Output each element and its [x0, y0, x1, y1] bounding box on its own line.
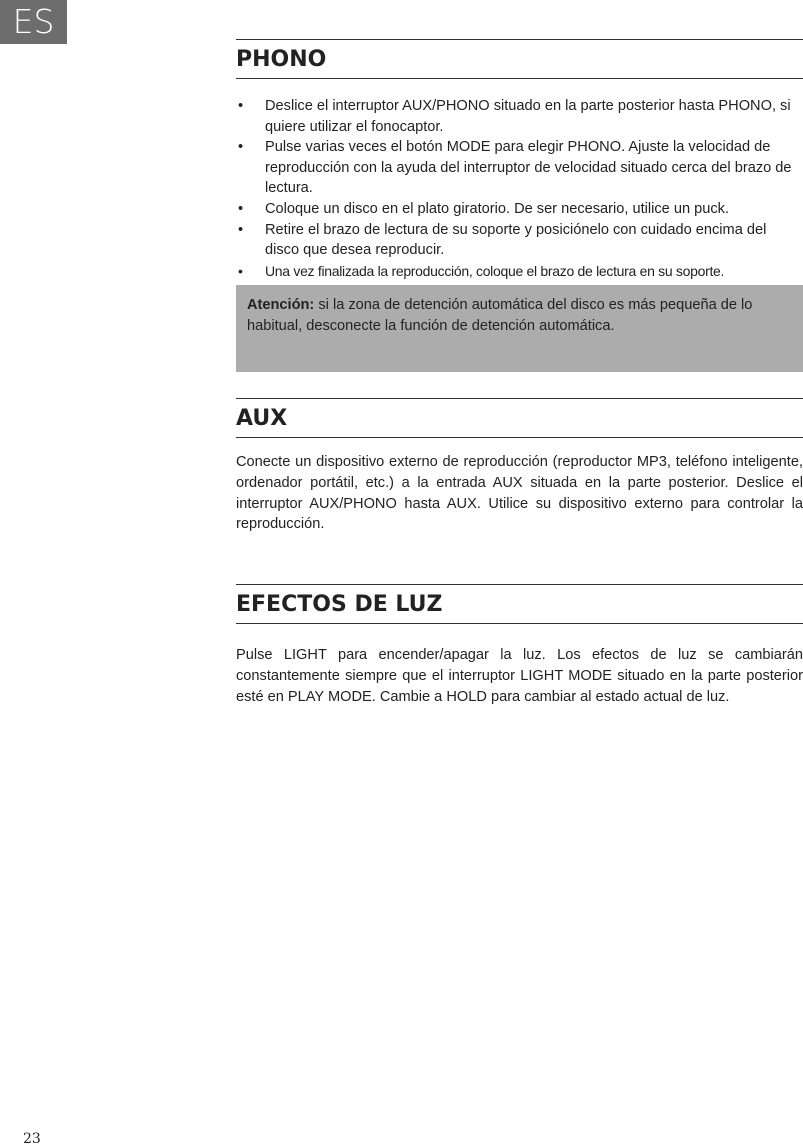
section-heading: PHONO [236, 39, 803, 79]
section-heading: AUX [236, 398, 803, 438]
phono-section [236, 39, 803, 372]
section-heading: EFECTOS DE LUZ [236, 584, 803, 624]
light-section [236, 584, 803, 707]
list-item: • Coloque un disco en el plato giratorio. De ser necesario, utilice un puck. [236, 199, 803, 220]
light-paragraph: Pulse LIGHT para encender/apagar la luz. Los efectos de luz se cambiarán constantemente siempre que el interruptor LIGHT MODE situado en la parte posterior esté en PLAY MODE. Cambie a HOLD para cambiar al estado actual de luz. [236, 647, 803, 705]
content-column [236, 39, 803, 707]
list-item: • Pulse varias veces el botón MODE para elegir PHONO. Ajuste la velocidad de reproducción con la ayuda del interruptor de velocidad situado cerca del brazo de lectura. [236, 137, 803, 199]
list-item: • Deslice el interruptor AUX/PHONO situado en la parte posterior hasta PHONO, si quiere utilizar el fonocaptor. [236, 96, 803, 137]
attention-note [236, 285, 803, 372]
list-item: • Una vez finalizada la reproducción, coloque el brazo de lectura en su soporte. [236, 261, 803, 282]
aux-paragraph: Conecte un dispositivo externo de reproducción (reproductor MP3, teléfono inteligente, ordenador portátil, etc.) a la entrada AUX situada en la parte posterior. Deslice el interruptor AUX/PHONO hasta AUX. Utilice su dispositivo externo para controlar la reproducción. [236, 454, 803, 533]
aux-section [236, 398, 803, 574]
note-text: si la zona de detención automática del disco es más pequeña de lo habitual, desconecte la función de detención automática. [247, 297, 753, 335]
page-number: 23 [23, 1131, 41, 1147]
language-tab: ES [0, 0, 67, 44]
phono-steps [236, 96, 803, 281]
note-label: Atención: [247, 297, 315, 314]
list-item: • Retire el brazo de lectura de su soporte y posiciónelo con cuidado encima del disco que desea reproducir. [236, 220, 803, 261]
